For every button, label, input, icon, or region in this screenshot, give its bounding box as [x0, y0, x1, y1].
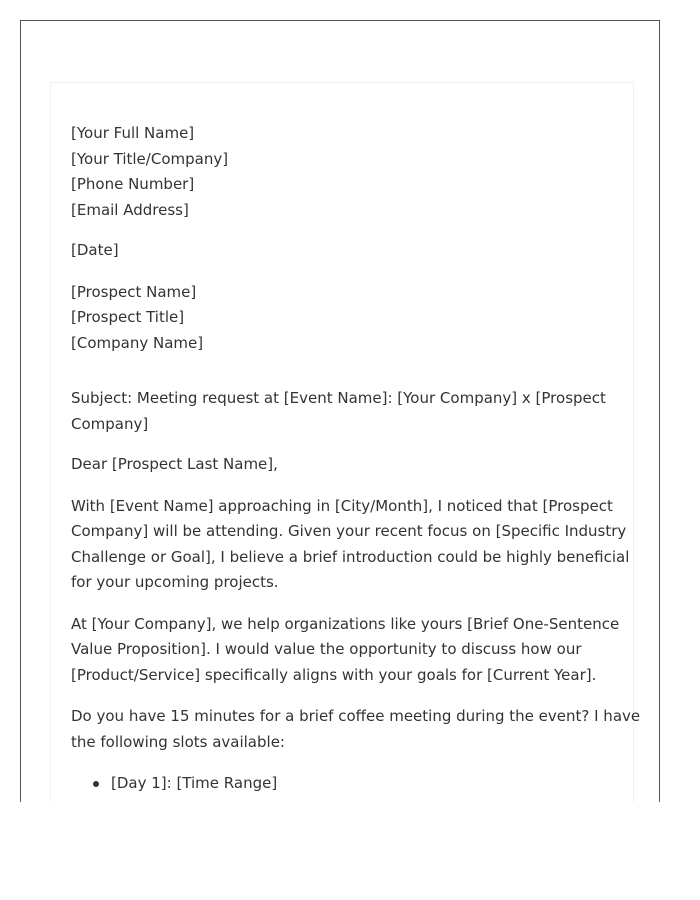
sender-title-company: [Your Title/Company]: [71, 149, 229, 168]
letter-content: [71, 121, 641, 797]
recipient-name: [Prospect Name]: [71, 282, 197, 301]
subject-block: [71, 386, 606, 437]
paragraph-intro: [71, 494, 630, 596]
sender-block: [71, 121, 606, 223]
paragraph-line: the following slots available:: [71, 732, 285, 751]
availability-list: [71, 771, 606, 797]
sender-full-name: [Your Full Name]: [71, 124, 195, 142]
document-viewport[interactable]: [20, 20, 660, 802]
salutation-text: Dear [Prospect Last Name],: [71, 455, 278, 473]
paragraph-line: With [Event Name] approaching in [City/Month], I noticed that [Prospect: [71, 496, 613, 515]
bullet-icon: [93, 781, 99, 787]
paragraph-line: Challenge or Goal], I believe a brief introduction could be highly beneficial: [71, 547, 630, 566]
paragraph-line: [Product/Service] specifically aligns with your goals for [Current Year].: [71, 665, 597, 684]
paragraph-meeting-request: [71, 704, 641, 755]
slot-text: [Day 1]: [Time Range]: [111, 774, 278, 792]
letter-date: [Date]: [71, 241, 119, 259]
paragraph-value-proposition: [71, 612, 620, 689]
letter-page: [50, 82, 641, 802]
sender-phone: [Phone Number]: [71, 175, 195, 193]
date-block: [71, 238, 606, 264]
paragraph-line: Value Proposition]. I would value the opportunity to discuss how our: [71, 640, 582, 658]
paragraph-line: Do you have 15 minutes for a brief coffee meeting during the event? I have: [71, 707, 641, 725]
list-item: [91, 771, 606, 797]
recipient-company: [Company Name]: [71, 333, 204, 352]
salutation: [71, 452, 606, 478]
sender-email: [Email Address]: [71, 200, 189, 219]
paragraph-line: Company] will be attending. Given your recent focus on [Specific Industry: [71, 522, 627, 540]
subject-line-1: Subject: Meeting request at [Event Name]: [Your Company] x [Prospect: [71, 389, 606, 407]
paragraph-line: for your upcoming projects.: [71, 573, 279, 591]
recipient-block: [71, 280, 606, 357]
paragraph-line: At [Your Company], we help organizations like yours [Brief One-Sentence: [71, 614, 620, 633]
subject-line-2: Company]: [71, 414, 149, 433]
recipient-title: [Prospect Title]: [71, 308, 185, 326]
